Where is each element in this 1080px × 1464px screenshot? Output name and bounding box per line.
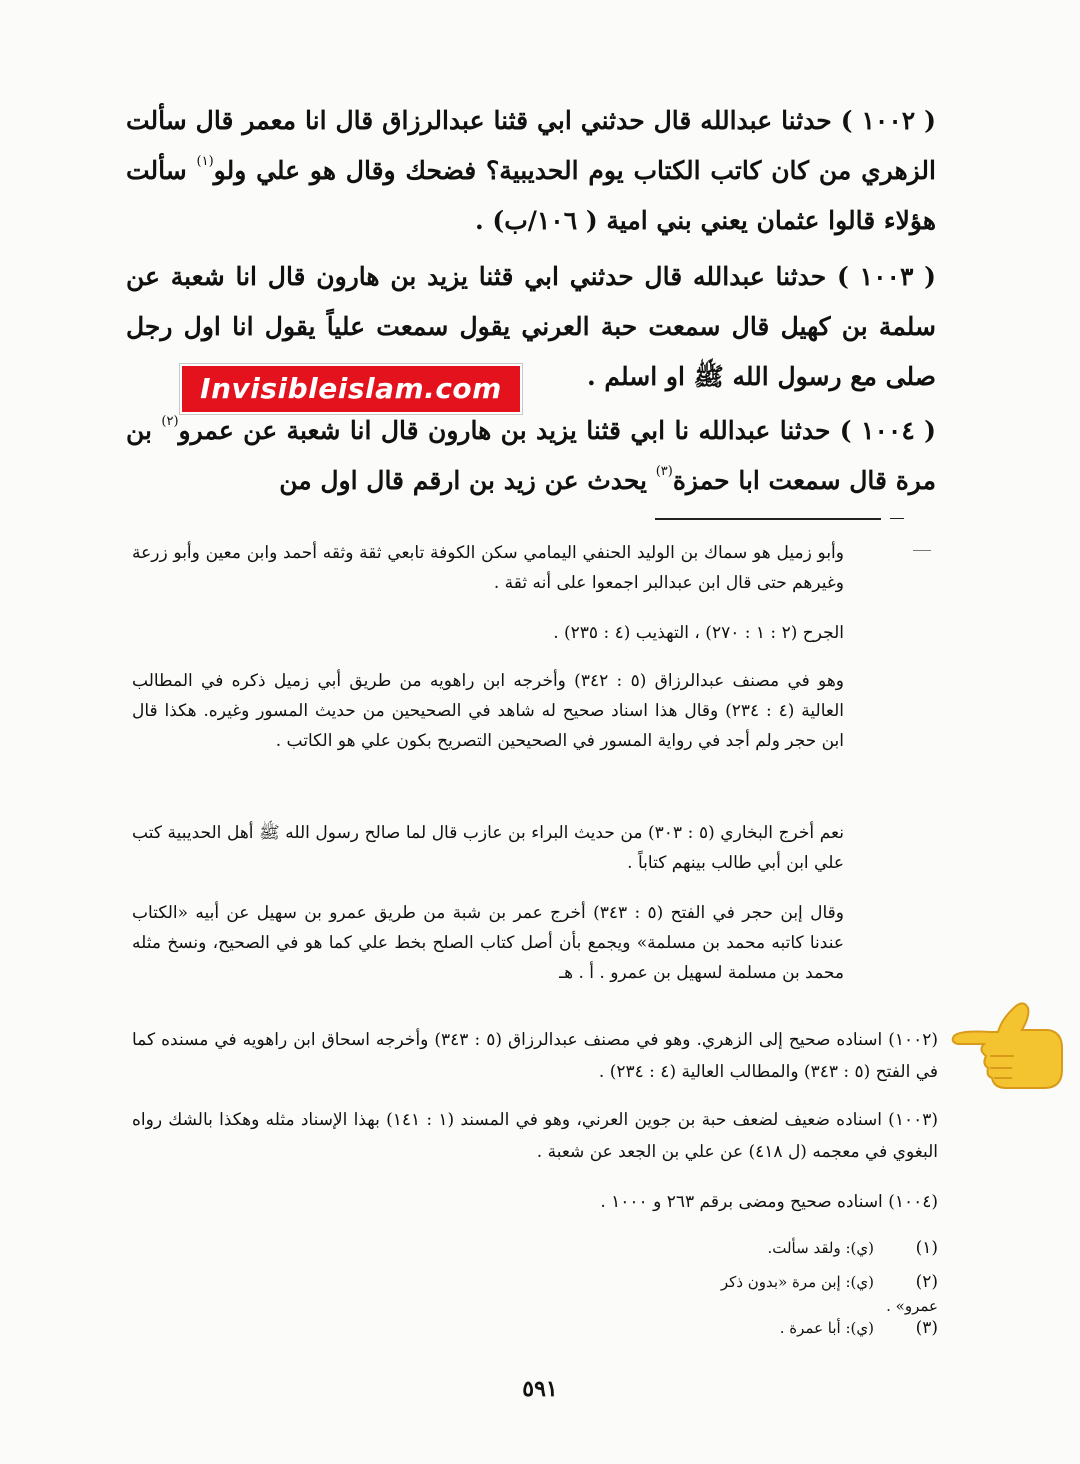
variant-text: (ي): إبن مرة «بدون ذكر عمرو» .	[720, 1273, 938, 1315]
footnote-1003: (١٠٠٣) اسناده ضعيف لضعف حبة بن جوين العرني، وهو في المسند (١ : ١٤١) بهذا الإسناد مثله وهكذا بالشك رواه البغوي في معجمه (ل ٤١٨) عن علي بن الجعد عن شعبة .	[132, 1110, 938, 1162]
variant-number: (٢)	[915, 1272, 938, 1292]
footnote-1004: (١٠٠٤) اسناده صحيح ومضى برقم ٢٦٣ و ١٠٠٠ .	[600, 1192, 938, 1212]
hadith-1003: ( ١٠٠٣ ) حدثنا عبدالله قال حدثني ابي قثنا يزيد بن هارون قال انا شعبة عن سلمة بن كهيل قال سمعت حبة العرني يقول سمعت علياً يقول انا اول رجل صلى مع رسول الله ﷺ او اسلم .	[126, 262, 936, 391]
note-continuation-3: وهو في مصنف عبدالرزاق (٥ : ٣٤٢) وأخرجه ابن راهويه من طريق أبي زميل ذكره في المطالب العالية (٤ : ٢٣٤) وقال هذا اسناد صحيح له شاهد في الصحيحين من حديث المسور وغيره. هكذا قال ابن حجر ولم أجد في رواية المسور في الصحيحين التصريح بكون علي هو الكاتب .	[132, 671, 844, 751]
backhand-index-pointing-right-icon	[950, 996, 1066, 1096]
hadith-1004-text-a: ( ١٠٠٤ ) حدثنا عبدالله نا ابي قثنا يزيد بن هارون قال انا شعبة عن عمرو	[178, 416, 936, 445]
footnote-ref-3: (٣)	[655, 464, 673, 479]
note-continuation-1: وأبو زميل هو سماك بن الوليد الحنفي اليمامي سكن الكوفة تابعي ثقة وثقه أحمد وابن معين وأبو زرعة وغيرهم حتى قال ابن عبدالبر اجمعوا على أنه ثقة .	[132, 543, 844, 593]
footnote-divider	[655, 518, 881, 520]
variant-note-2	[680, 1270, 938, 1318]
footnote-ref-2: (٢)	[161, 414, 179, 429]
footnote-1002: (١٠٠٢) اسناده صحيح إلى الزهري. وهو في مصنف عبدالرزاق (٥ : ٣٤٣) وأخرجه اسحاق ابن راهويه في مسنده كما في الفتح (٥ : ٣٤٣) والمطالب العالية (٤ : ٢٣٤) .	[132, 1030, 938, 1082]
watermark-banner: Invisibleislam.com	[180, 364, 522, 414]
variant-number: (٣)	[915, 1318, 938, 1338]
hadith-1004-text-c: يحدث عن زيد بن ارقم قال اول من	[279, 466, 656, 495]
note-continuation-5: وقال إبن حجر في الفتح (٥ : ٣٤٣) أخرج عمر بن شبة من طريق عمرو بن سهيل عن أبيه «الكتاب عندنا كاتبه محمد بن مسلمة» ويجمع بأن أصل كتاب الصلح بخط علي كما هو في الصحيح، ونسخ مثله محمد بن مسلمة لسهيل بن عمرو . أ . هـ	[132, 903, 844, 983]
hadith-1002-text-end: سألت هؤلاء قالوا عثمان يعني بني امية ( ١٠٦/ب) .	[126, 156, 936, 235]
hadith-1004-text-b: بن مرة قال سمعت ابا حمزة	[126, 416, 936, 495]
page-number: ٥٩١	[522, 1376, 558, 1402]
hadith-1002-text: ( ١٠٠٢ ) حدثنا عبدالله قال حدثني ابي قثنا عبدالرزاق قال انا معمر قال سألت الزهري من كان كاتب الكتاب يوم الحديبية؟ فضحك وقال هو علي ولو	[126, 106, 936, 185]
note-continuation-2: الجرح (٢ : ١ : ٢٧٠) ، التهذيب (٤ : ٢٣٥) .	[553, 623, 844, 643]
variant-number: (١)	[915, 1238, 938, 1258]
variant-text: (ي): ولقد سألت.	[767, 1239, 874, 1257]
hadith-1004	[126, 406, 936, 506]
continuation-mark	[913, 550, 931, 551]
footnote-ref-1: (١)	[196, 154, 214, 169]
footnote-divider-tick	[890, 518, 904, 519]
variant-note-3	[680, 1316, 938, 1340]
variant-note-1	[680, 1236, 938, 1260]
hadith-1002	[126, 96, 936, 246]
variant-text: (ي): أبا عمرة .	[779, 1319, 874, 1337]
note-continuation-4: نعم أخرج البخاري (٥ : ٣٠٣) من حديث البراء بن عازب قال لما صالح رسول الله ﷺ أهل الحديبية كتب علي ابن أبي طالب بينهم كتاباً .	[132, 823, 844, 873]
